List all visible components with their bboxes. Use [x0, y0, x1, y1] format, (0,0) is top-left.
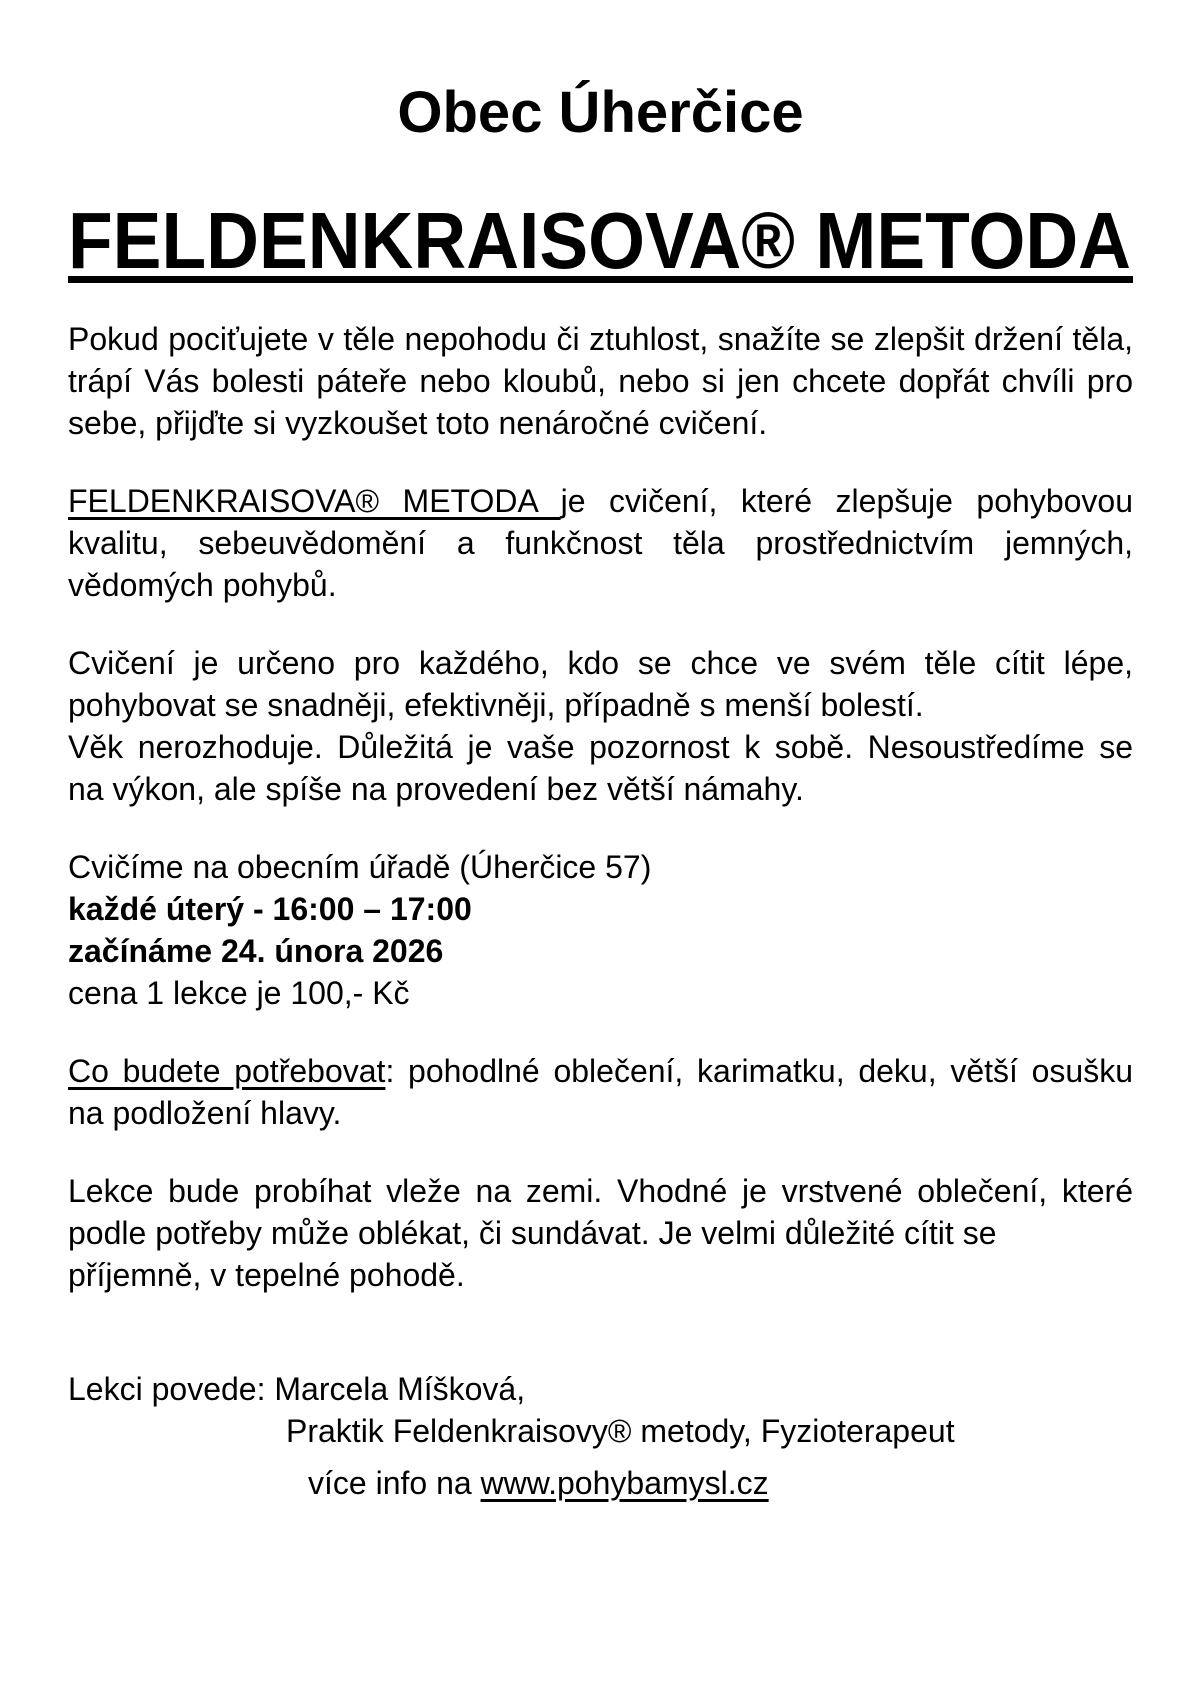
- intro-line-1: Pokud pociťujete v těle nepohodu či ztuhlost, snažíte se zlepšit držení těla,: [68, 321, 1133, 357]
- schedule-block: [68, 846, 1133, 1014]
- audience-line-2: pohybovat se snadněji, efektivněji, případně s menší bolestí.: [68, 687, 924, 723]
- schedule-location: Cvičíme na obecním úřadě (Úherčice 57): [68, 849, 652, 885]
- paragraph-age: [68, 726, 1133, 810]
- paragraph-lesson-format: [68, 1170, 1133, 1296]
- schedule-time: každé úterý - 16:00 – 17:00: [68, 891, 472, 927]
- footer-block: [68, 1368, 1133, 1504]
- method-line-1-rest: je cvičení, které zlepšuje pohybovou: [560, 483, 1134, 519]
- equipment-underlined-lead: Co budete potřebovat: [68, 1053, 386, 1089]
- paragraph-method: [68, 480, 1133, 606]
- age-line-2: na výkon, ale spíše na provedení bez větší námahy.: [68, 771, 804, 807]
- intro-line-2: trápí Vás bolesti páteře nebo kloubů, nebo si jen chcete dopřát chvíli pro: [68, 363, 1133, 399]
- age-line-1: Věk nerozhoduje. Důležitá je vaše pozornost k sobě. Nesoustředíme se: [68, 729, 1133, 765]
- main-heading-underline: [68, 204, 1133, 283]
- schedule-start-date: začínáme 24. února 2026: [68, 933, 444, 969]
- schedule-price: cena 1 lekce je 100,- Kč: [68, 975, 410, 1011]
- equipment-line-1: [68, 1050, 1133, 1092]
- method-line-1: [68, 480, 1133, 522]
- method-line-2: kvalitu, sebeuvědomění a funkčnost těla prostřednictvím jemných,: [68, 525, 1133, 561]
- lesson-line-1: Lekce bude probíhat vleže na zemi. Vhodné je vrstvené oblečení, které: [68, 1173, 1133, 1209]
- footer-credentials-line: Praktik Feldenkraisovy® metody, Fyzioterapeut: [286, 1413, 955, 1449]
- paragraph-audience: [68, 642, 1133, 726]
- flyer-body: [68, 318, 1133, 1504]
- lesson-line-3: příjemně, v tepelné pohodě.: [68, 1257, 465, 1293]
- intro-line-3: sebe, přijďte si vyzkoušet toto nenáročné cvičení.: [68, 405, 768, 441]
- method-underlined-lead: FELDENKRAISOVA® METODA: [68, 483, 561, 519]
- main-heading: [68, 204, 1133, 276]
- equipment-line-2: na podložení hlavy.: [68, 1095, 342, 1131]
- footer-info-line: [68, 1462, 1133, 1504]
- paragraph-equipment: [68, 1050, 1133, 1134]
- main-heading-text: FELDENKRAISOVA® METODA: [68, 204, 1131, 276]
- website-link[interactable]: www.pohybamysl.cz: [480, 1465, 769, 1501]
- method-line-3: vědomých pohybů.: [68, 567, 337, 603]
- footer-instructor-line: Lekci povede: Marcela Míšková,: [68, 1371, 526, 1407]
- lesson-line-2: podle potřeby může oblékat, či sundávat. Je velmi důležité cítit se: [68, 1215, 997, 1251]
- municipality-title: Obec Úherčice: [397, 80, 804, 145]
- equipment-line-1-rest: : pohodlné oblečení, karimatku, deku, větší osušku: [385, 1053, 1134, 1089]
- audience-line-1: Cvičení je určeno pro každého, kdo se chce ve svém těle cítit lépe,: [68, 645, 1133, 681]
- footer-info-prefix: více info na: [308, 1465, 481, 1501]
- paragraph-intro: [68, 318, 1133, 444]
